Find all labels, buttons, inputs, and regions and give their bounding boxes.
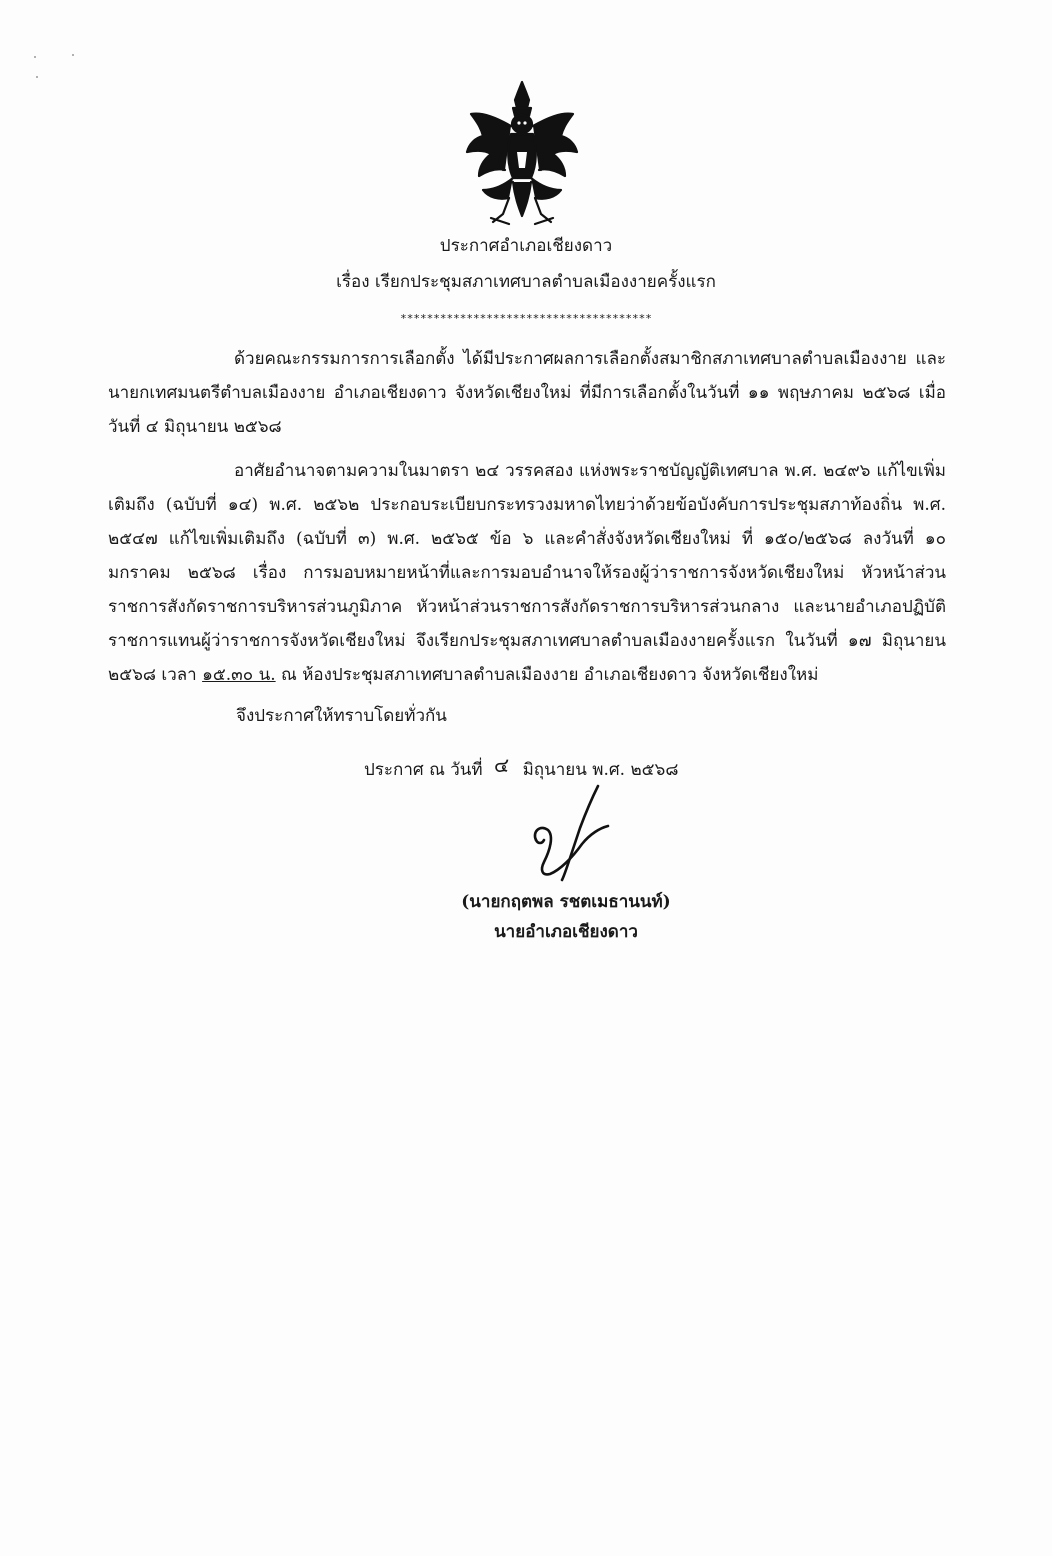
title-divider: ************************************** xyxy=(400,312,652,325)
announcement-title: ประกาศอำเภอเชียงดาว xyxy=(439,236,613,256)
paragraph-2-text: อาศัยอำนาจตามความในมาตรา ๒๔ วรรคสอง แห่งพระราชบัญญัติเทศบาล พ.ศ. ๒๔๙๖ แก้ไขเพิ่มเติมถึง (ฉบับที่ ๑๔) พ.ศ. ๒๕๖๒ ประกอบระเบียบกระทรวงมหาดไทยว่าด้วยข้อบังคับการประชุมสภาท้องถิ่น พ.ศ. ๒๕๔๗ แก้ไขเพิ่มเติมถึง (ฉบับที่ ๓) พ.ศ. ๒๕๖๕ ข้อ ๖ และคำสั่งจังหวัดเชียงใหม่ ที่ ๑๕๐/๒๕๖๘ ลงวันที่ ๑๐ มกราคม ๒๕๖๘ เรื่อง การมอบหมายหน้าที่และการมอบอำนาจให้รองผู้ว่าราชการจังหวัดเชียงใหม่ หัวหน้าส่วนราชการสังกัดราชการบริหารส่วนภูมิภาค หัวหน้าส่วนราชการสังกัดราชการบริหารส่วนกลาง และนายอำเภอปฏิบัติราชการแทนผู้ว่าราชการจังหวัดเชียงใหม่ จึงเรียกประชุมสภาเทศบาลตำบลเมืองงายครั้งแรก ในวันที่ ๑๗ มิถุนายน ๒๕๖๘ เวลา xyxy=(108,461,946,685)
paragraph-2-text-end: ณ ห้องประชุมสภาเทศบาลตำบลเมืองงาย อำเภอเชียงดาว จังหวัดเชียงใหม่ xyxy=(275,665,819,685)
scan-speck xyxy=(34,56,36,58)
garuda-emblem-icon xyxy=(463,78,581,226)
closing-statement: จึงประกาศให้ทราบโดยทั่วกัน xyxy=(236,706,447,726)
announcement-subject: เรื่อง เรียกประชุมสภาเทศบาลตำบลเมืองงายครั้งแรก xyxy=(336,272,716,292)
meeting-time: ๑๕.๓๐ น. xyxy=(202,665,276,685)
body-paragraph-2 xyxy=(108,454,946,692)
announcement-date-line xyxy=(364,752,678,784)
signatory-name: (นายกฤตพล รชตเมธานนท์) xyxy=(461,892,671,912)
scan-speck xyxy=(72,54,74,56)
scan-speck xyxy=(36,76,38,78)
handwritten-day: ๔ xyxy=(494,753,510,777)
handwritten-signature-icon xyxy=(520,784,620,884)
date-suffix: มิถุนายน พ.ศ. ๒๕๖๘ xyxy=(522,760,679,780)
body-paragraph-1: ด้วยคณะกรรมการการเลือกตั้ง ได้มีประกาศผลการเลือกตั้งสมาชิกสภาเทศบาลตำบลเมืองงาย และนายกเทศมนตรีตำบลเมืองงาย อำเภอเชียงดาว จังหวัดเชียงใหม่ ที่มีการเลือกตั้งในวันที่ ๑๑ พฤษภาคม ๒๕๖๘ เมื่อวันที่ ๔ มิถุนายน ๒๕๖๘ xyxy=(108,349,946,437)
date-prefix: ประกาศ ณ วันที่ xyxy=(364,760,483,780)
signatory-position: นายอำเภอเชียงดาว xyxy=(494,922,638,942)
